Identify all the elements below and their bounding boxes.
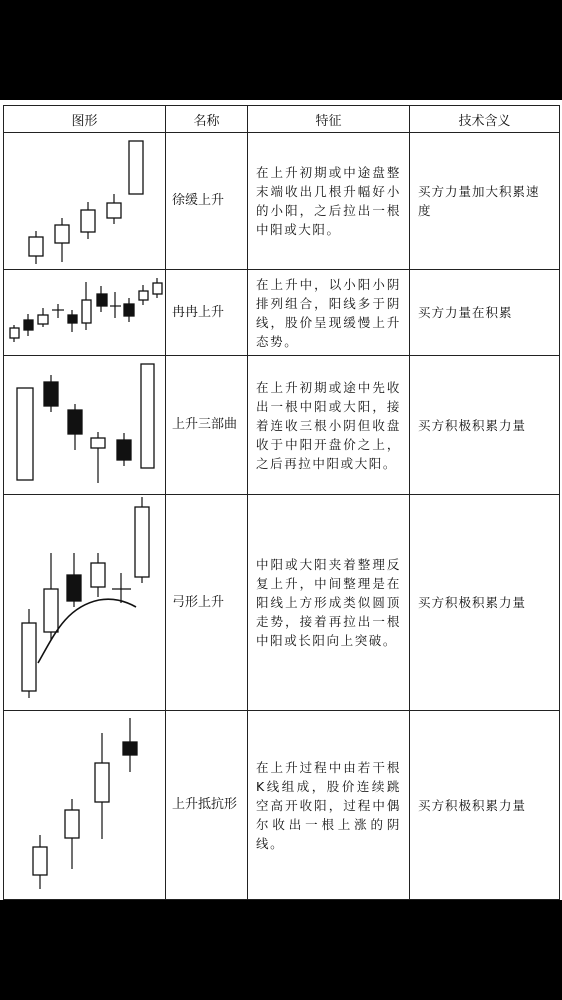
pattern-feature: 在上升中，以小阳小阴排列组合，阳线多于阴线，股价呈现缓慢上升态势。	[248, 270, 410, 356]
pattern-meaning: 买方积极积累力量	[410, 495, 560, 711]
figure-cell	[4, 133, 166, 270]
pattern-meaning: 买方积极积累力量	[410, 356, 560, 495]
pattern-feature: 中阳或大阳夹着整理反复上升，中间整理是在阳线上方形成类似圆顶走势，接着再拉出一根中阳或长阳向上突破。	[248, 495, 410, 711]
pattern-name: 冉冉上升	[166, 270, 248, 356]
header-row	[4, 106, 560, 133]
pattern-meaning: 买方力量加大积累速度	[410, 133, 560, 270]
figure-cell	[4, 356, 166, 495]
table-row	[4, 711, 560, 900]
pattern-name: 上升三部曲	[166, 356, 248, 495]
pattern-name: 弓形上升	[166, 495, 248, 711]
candlestick-figure-slow-rise	[4, 133, 166, 269]
pattern-feature: 在上升初期或途中先收出一根中阳或大阳，接着连收三根小阴但收盘收于中阳开盘价之上，之后再拉中阳或大阳。	[248, 356, 410, 495]
pattern-meaning: 买方积极积累力量	[410, 711, 560, 900]
figure-cell	[4, 711, 166, 900]
table-row	[4, 356, 560, 495]
header-meaning: 技术含义	[410, 106, 560, 133]
candlestick-figure-rising-three	[4, 356, 166, 494]
pattern-name: 徐缓上升	[166, 133, 248, 270]
table-row	[4, 270, 560, 356]
pattern-feature: 在上升初期或中途盘整末端收出几根升幅好小的小阳，之后拉出一根中阳或大阳。	[248, 133, 410, 270]
candlestick-figure-rising-resistance	[4, 711, 166, 899]
pattern-feature: 在上升过程中由若干根K线组成，股价连续跳空高开收阳，过程中偶尔收出一根上涨的阴线。	[248, 711, 410, 900]
page-background	[0, 100, 562, 900]
header-feature: 特征	[248, 106, 410, 133]
header-name: 名称	[166, 106, 248, 133]
pattern-name: 上升抵抗形	[166, 711, 248, 900]
candlestick-figure-gradual-rise	[4, 270, 166, 355]
table-row	[4, 133, 560, 270]
candlestick-figure-arc-rise	[4, 495, 166, 710]
header-figure: 图形	[4, 106, 166, 133]
pattern-meaning: 买方力量在积累	[410, 270, 560, 356]
figure-cell	[4, 495, 166, 711]
table-row	[4, 495, 560, 711]
pattern-table	[3, 105, 560, 900]
figure-cell	[4, 270, 166, 356]
